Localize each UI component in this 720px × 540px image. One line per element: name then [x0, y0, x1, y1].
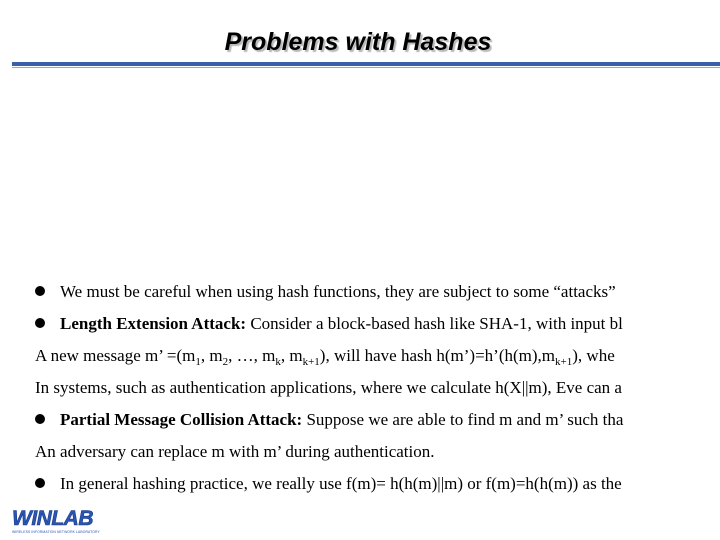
text-line-adversary: An adversary can replace m with m’ during authentication. [35, 442, 435, 461]
subscript: k [275, 356, 281, 368]
subscript: 1 [195, 356, 201, 368]
bullet-heading: Partial Message Collision Attack: [60, 410, 303, 429]
bullet-item-length-extension [35, 314, 623, 334]
bullet-text: We must be careful when using hash functions, they are subject to some “attacks” [60, 282, 616, 301]
bullet-heading: Length Extension Attack: [60, 314, 247, 333]
bullet-dot-icon [35, 478, 45, 488]
text-segment: A new message m’ =(m [35, 346, 196, 365]
text-segment: ), whe [572, 346, 615, 365]
text-segment: , m [280, 346, 303, 365]
bullet-text: In general hashing practice, we really use f(m)= h(h(m)||m) or f(m)=h(h(m)) as the [60, 474, 622, 493]
bullet-dot-icon [35, 286, 45, 296]
bullet-text: Suppose we are able to find m and m’ such tha [302, 410, 624, 429]
title-underline [12, 62, 720, 66]
bullet-text: Consider a block-based hash like SHA-1, with input bl [246, 314, 623, 333]
logo-tagline: WIRELESS INFORMATION NETWORK LABORATORY [12, 530, 100, 534]
text-line-new-message [35, 346, 615, 366]
logo-wordmark: WINLAB [12, 507, 93, 530]
bullet-item-partial-collision [35, 410, 623, 430]
subscript: k+1 [555, 356, 573, 368]
text-segment: , m [200, 346, 223, 365]
bullet-dot-icon [35, 414, 45, 424]
text-line-systems: In systems, such as authentication applications, where we calculate h(X||m), Eve can a [35, 378, 622, 397]
subscript: 2 [222, 356, 229, 368]
text-segment: ), will have hash h(m’)=h’(h(m),m [319, 346, 556, 365]
bullet-item-general-practice [35, 474, 622, 494]
slide-title: Problems with Hashes [224, 28, 492, 56]
winlab-logo [12, 508, 118, 536]
bullet-dot-icon [35, 318, 45, 328]
subscript: k+1 [302, 356, 320, 368]
text-segment: , …, m [228, 346, 276, 365]
bullet-item-hash-caution [35, 282, 616, 302]
